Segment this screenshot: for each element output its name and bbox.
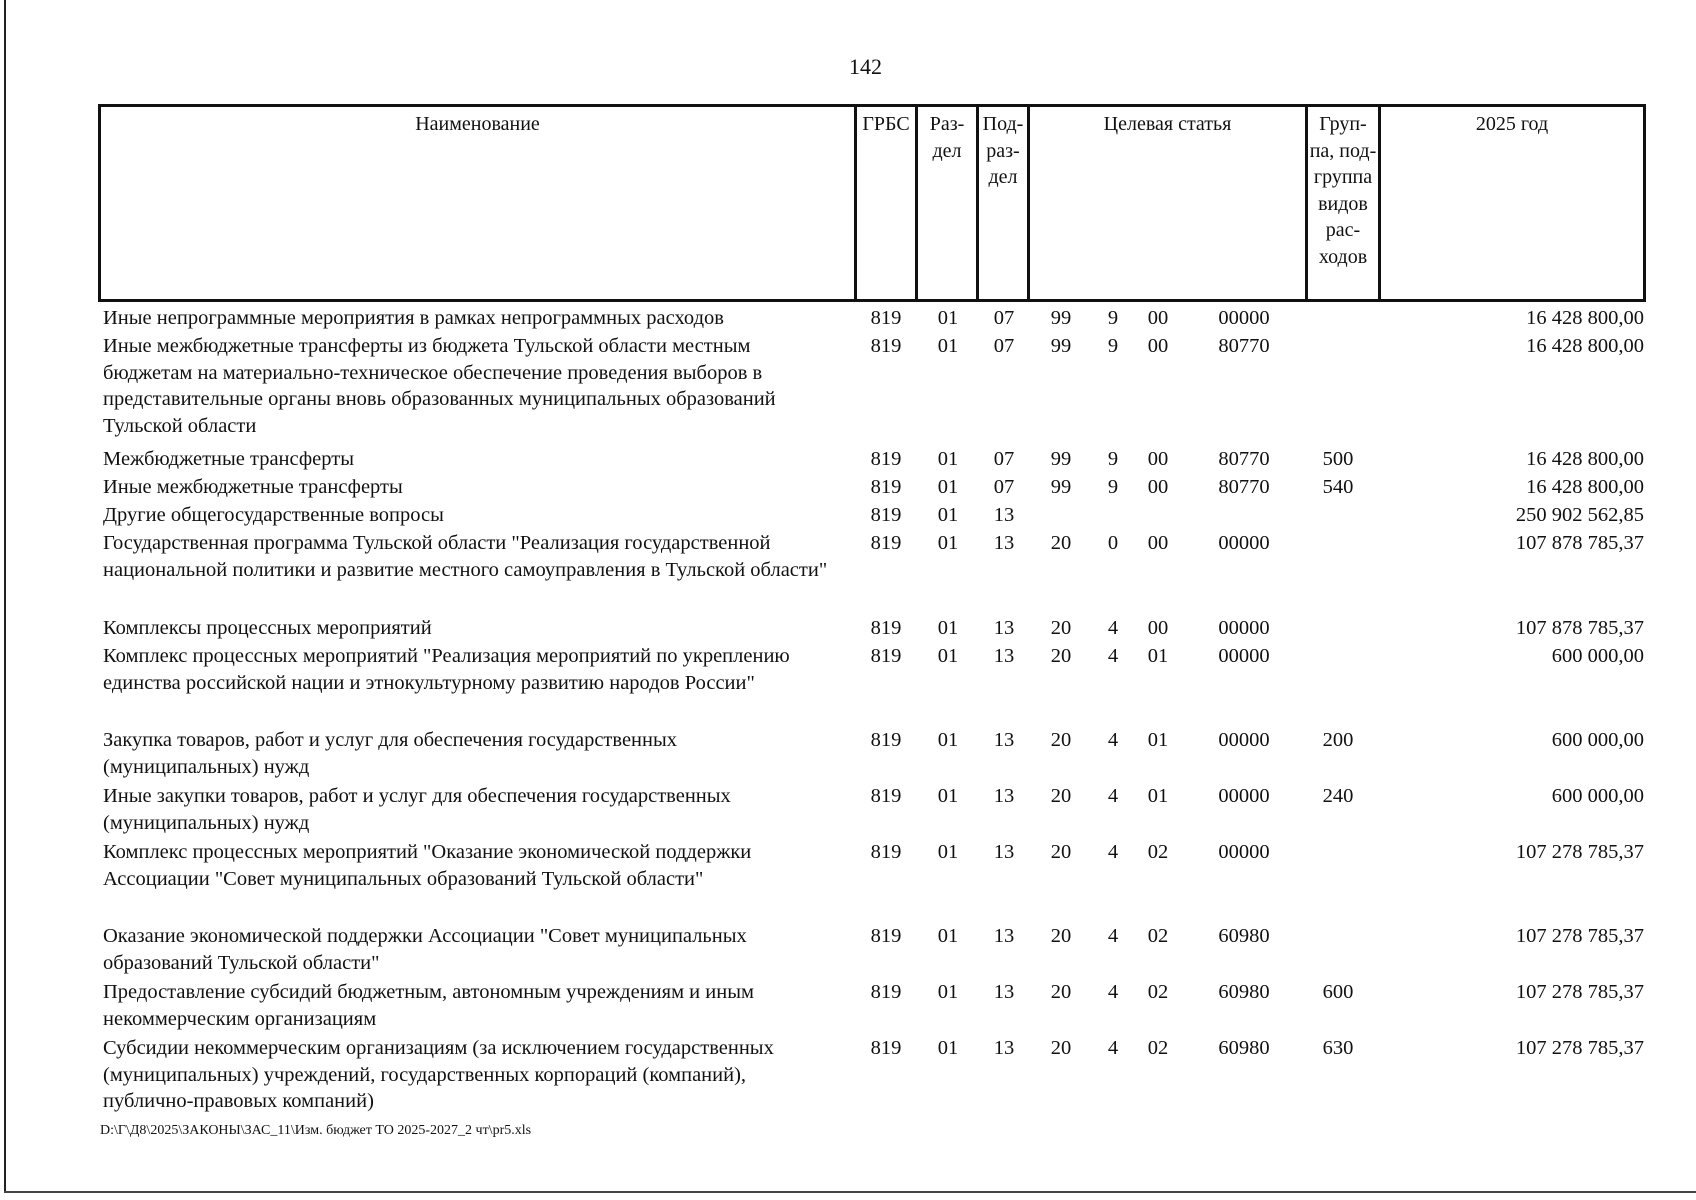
cell-rz: 01	[937, 981, 959, 1003]
cell-amount: 600 000,00	[1551, 785, 1644, 807]
file-path-footer: D:\Г\Д8\2025\ЗАКОНЫ\ЗАС_11\Изм. бюджет ТО 2025-2027_2 чт\pr5.xls	[100, 1123, 532, 1138]
cell-grbs: 819	[870, 448, 902, 470]
cell-grbs: 819	[870, 981, 902, 1003]
cell-rz: 01	[937, 645, 959, 667]
cell-t4: 60980	[1218, 1037, 1270, 1059]
cell-t3: 01	[1147, 645, 1169, 667]
cell-grbs: 819	[870, 841, 902, 863]
cell-name: Субсидии некоммерческим организациям (за исключением государственных (муниципальных) учреждений, государственных корпораций (компаний), публично-правовых компаний)	[103, 1037, 774, 1112]
cell-t3: 01	[1147, 729, 1169, 751]
cell-t3: 00	[1147, 307, 1169, 329]
cell-t2: 4	[1107, 841, 1119, 863]
cell-name: Иные непрограммные мероприятия в рамках непрограммных расходов	[103, 307, 724, 329]
cell-grbs: 819	[870, 645, 902, 667]
cell-t2: 4	[1107, 645, 1119, 667]
cell-t4: 00000	[1218, 841, 1270, 863]
cell-t2: 0	[1107, 532, 1119, 554]
cell-pr: 13	[993, 729, 1015, 751]
cell-t1: 20	[1050, 532, 1072, 554]
cell-grbs: 819	[870, 925, 902, 947]
cell-amount: 16 428 800,00	[1526, 448, 1644, 470]
cell-amount: 107 278 785,37	[1515, 1037, 1644, 1059]
cell-t3: 02	[1147, 841, 1169, 863]
cell-name: Закупка товаров, работ и услуг для обеспечения государственных (муниципальных) нужд	[103, 729, 678, 778]
cell-name: Предоставление субсидий бюджетным, автономным учреждениям и иным некоммерческим организациям	[103, 981, 754, 1030]
cell-name: Комплексы процессных мероприятий	[103, 617, 432, 639]
cell-rz: 01	[937, 532, 959, 554]
cell-grbs: 819	[870, 504, 902, 526]
cell-rz: 01	[937, 1037, 959, 1059]
cell-vr: 630	[1322, 1037, 1354, 1059]
cell-t1: 20	[1050, 841, 1072, 863]
cell-t1: 20	[1050, 1037, 1072, 1059]
cell-name: Иные межбюджетные трансферты из бюджета Тульской области местным бюджетам на материально-техническое обеспечение проведения выборов в представительные органы вновь образованных муниципальных образований Тульской области	[103, 335, 776, 437]
cell-rz: 01	[937, 504, 959, 526]
cell-t2: 9	[1107, 335, 1119, 357]
cell-grbs: 819	[870, 335, 902, 357]
cell-t3: 01	[1147, 785, 1169, 807]
cell-t4: 00000	[1218, 617, 1270, 639]
cell-name: Иные межбюджетные трансферты	[103, 476, 403, 498]
cell-rz: 01	[937, 335, 959, 357]
cell-name: Межбюджетные трансферты	[103, 448, 354, 470]
cell-amount: 600 000,00	[1551, 645, 1644, 667]
cell-name: Иные закупки товаров, работ и услуг для обеспечения государственных (муниципальных) нужд	[103, 785, 731, 834]
page-number: 142	[849, 54, 882, 79]
cell-t2: 4	[1107, 1037, 1119, 1059]
header-target-article: Целевая статья	[1103, 113, 1232, 135]
cell-t2: 4	[1107, 981, 1119, 1003]
cell-pr: 13	[993, 841, 1015, 863]
cell-t4: 00000	[1218, 532, 1270, 554]
cell-t2: 4	[1107, 729, 1119, 751]
cell-rz: 01	[937, 476, 959, 498]
cell-pr: 13	[993, 785, 1015, 807]
cell-vr: 540	[1322, 476, 1354, 498]
cell-t1: 99	[1050, 448, 1072, 470]
cell-t1: 20	[1050, 981, 1072, 1003]
page-left-edge	[4, 0, 6, 1192]
cell-vr: 500	[1322, 448, 1354, 470]
cell-amount: 16 428 800,00	[1526, 476, 1644, 498]
cell-pr: 07	[993, 476, 1015, 498]
cell-amount: 107 278 785,37	[1515, 841, 1644, 863]
cell-vr: 200	[1322, 729, 1354, 751]
cell-t2: 4	[1107, 785, 1119, 807]
cell-t3: 00	[1147, 617, 1169, 639]
cell-grbs: 819	[870, 729, 902, 751]
cell-grbs: 819	[870, 532, 902, 554]
page-bottom-edge	[4, 1191, 1696, 1193]
cell-t3: 02	[1147, 981, 1169, 1003]
header-razdel: Раз- дел	[929, 113, 965, 162]
cell-t1: 20	[1050, 729, 1072, 751]
cell-vr: 240	[1322, 785, 1354, 807]
header-podrazdel: Под- раз- дел	[982, 113, 1024, 188]
cell-grbs: 819	[870, 307, 902, 329]
cell-pr: 13	[993, 925, 1015, 947]
cell-pr: 13	[993, 1037, 1015, 1059]
cell-t1: 99	[1050, 307, 1072, 329]
header-expense-group: Груп- па, под- группа видов рас- ходов	[1309, 113, 1377, 268]
cell-name: Комплекс процессных мероприятий "Оказание экономической поддержки Ассоциации "Совет муниципальных образований Тульской области"	[103, 841, 752, 890]
cell-t3: 00	[1147, 532, 1169, 554]
cell-t2: 9	[1107, 448, 1119, 470]
cell-t4: 00000	[1218, 307, 1270, 329]
cell-pr: 07	[993, 335, 1015, 357]
cell-pr: 13	[993, 532, 1015, 554]
cell-rz: 01	[937, 307, 959, 329]
cell-rz: 01	[937, 448, 959, 470]
cell-t3: 00	[1147, 335, 1169, 357]
cell-pr: 13	[993, 504, 1015, 526]
header-name: Наименование	[415, 113, 540, 135]
cell-t4: 60980	[1218, 925, 1270, 947]
cell-pr: 13	[993, 617, 1015, 639]
cell-t2: 9	[1107, 476, 1119, 498]
cell-t4: 00000	[1218, 729, 1270, 751]
cell-rz: 01	[937, 925, 959, 947]
cell-vr: 600	[1322, 981, 1354, 1003]
cell-amount: 107 878 785,37	[1515, 532, 1644, 554]
cell-t3: 00	[1147, 476, 1169, 498]
cell-grbs: 819	[870, 785, 902, 807]
cell-pr: 13	[993, 645, 1015, 667]
cell-pr: 13	[993, 981, 1015, 1003]
cell-grbs: 819	[870, 1037, 902, 1059]
cell-name: Оказание экономической поддержки Ассоциации "Совет муниципальных образований Тульской области"	[103, 925, 747, 974]
cell-rz: 01	[937, 841, 959, 863]
cell-name: Комплекс процессных мероприятий "Реализация мероприятий по укреплению единства российской нации и этнокультурному развитию народов России"	[103, 645, 790, 694]
cell-rz: 01	[937, 617, 959, 639]
cell-amount: 250 902 562,85	[1515, 504, 1644, 526]
cell-name: Другие общегосударственные вопросы	[103, 504, 444, 526]
cell-t4: 80770	[1218, 335, 1270, 357]
cell-t3: 02	[1147, 1037, 1169, 1059]
cell-t4: 60980	[1218, 981, 1270, 1003]
cell-pr: 07	[993, 307, 1015, 329]
cell-t3: 02	[1147, 925, 1169, 947]
cell-t1: 99	[1050, 476, 1072, 498]
cell-t1: 99	[1050, 335, 1072, 357]
cell-grbs: 819	[870, 476, 902, 498]
cell-amount: 107 878 785,37	[1515, 617, 1644, 639]
cell-t1: 20	[1050, 645, 1072, 667]
table-header	[98, 104, 1646, 302]
cell-name: Государственная программа Тульской области "Реализация государственной национальной политики и развитие местного самоуправления в Тульской области"	[103, 532, 828, 581]
cell-t4: 00000	[1218, 785, 1270, 807]
cell-rz: 01	[937, 729, 959, 751]
cell-t2: 9	[1107, 307, 1119, 329]
cell-rz: 01	[937, 785, 959, 807]
cell-t2: 4	[1107, 617, 1119, 639]
cell-amount: 16 428 800,00	[1526, 307, 1644, 329]
cell-t1: 20	[1050, 785, 1072, 807]
cell-t4: 80770	[1218, 448, 1270, 470]
cell-grbs: 819	[870, 617, 902, 639]
cell-pr: 07	[993, 448, 1015, 470]
cell-amount: 600 000,00	[1551, 729, 1644, 751]
cell-t3: 00	[1147, 448, 1169, 470]
cell-t1: 20	[1050, 925, 1072, 947]
cell-t2: 4	[1107, 925, 1119, 947]
header-grbs: ГРБС	[862, 113, 910, 135]
cell-t4: 80770	[1218, 476, 1270, 498]
header-year: 2025 год	[1475, 113, 1549, 135]
cell-amount: 16 428 800,00	[1526, 335, 1644, 357]
cell-amount: 107 278 785,37	[1515, 981, 1644, 1003]
cell-t4: 00000	[1218, 645, 1270, 667]
cell-t1: 20	[1050, 617, 1072, 639]
cell-amount: 107 278 785,37	[1515, 925, 1644, 947]
